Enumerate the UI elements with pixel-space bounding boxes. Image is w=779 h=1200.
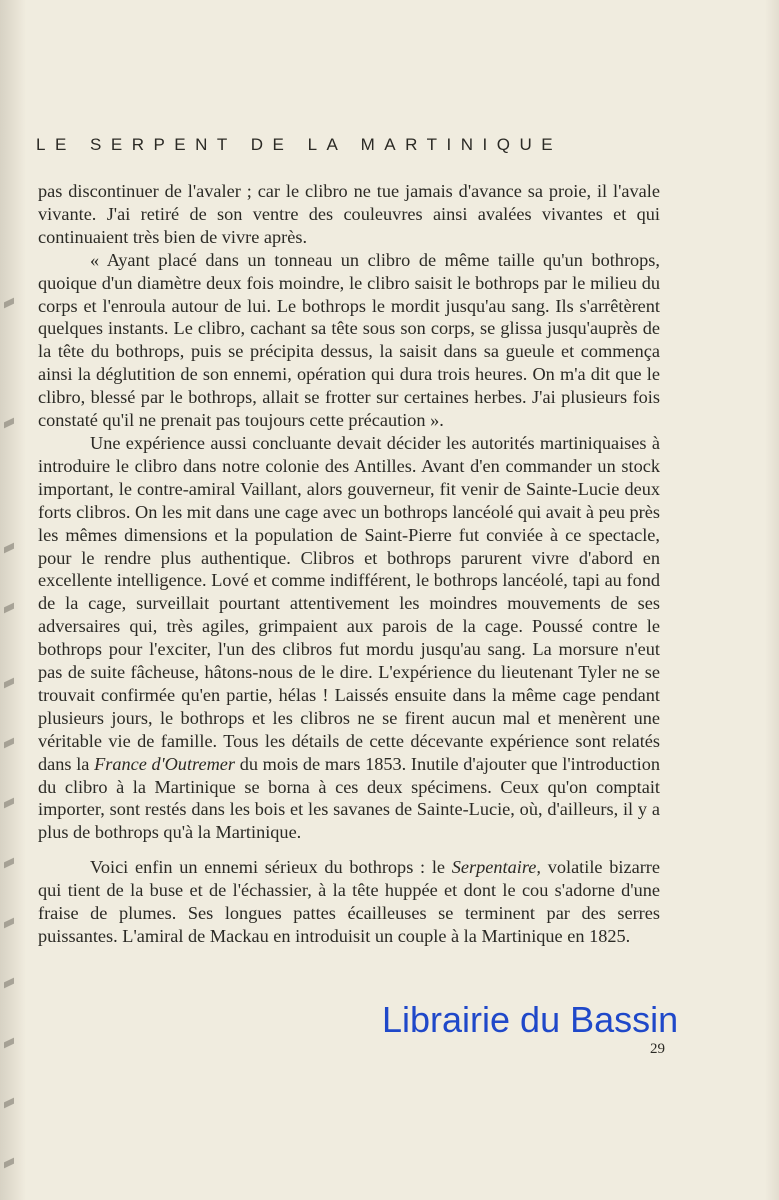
paragraph-4 [38, 856, 660, 948]
bleed-mark [4, 918, 14, 929]
bleed-mark [4, 1038, 14, 1049]
bleed-mark [4, 858, 14, 869]
bleed-mark [4, 678, 14, 689]
paragraph-3-text-a: Une expérience aussi concluante devait décider les autorités martiniquaises à introduire le clibro dans notre colonie des Antilles. Avant d'en commander un stock important, le contre-amiral Vaillant, alors gouverneur, fit venir de Sainte-Lucie deux forts clibros. On les mit dans une cage avec un bothrops lancéolé qui avait à peu près les mêmes dimensions et la population de Saint-Pierre fut conviée à ce spectacle, pour le rendre plus authentique. Clibros et bothrops parurent vivre d'abord en excellente intelligence. Lové et comme indifférent, le bothrops lancéolé, tapi au fond de la cage, surveillait pourtant attentivement les moindres mouvements de ses adversaires qui, très agiles, grimpaient aux parois de la cage. Poussé contre le bothrops pour l'exciter, l'un des clibros fut mordu jusqu'au sang. La morsure n'eut pas de suite fâcheuse, hâtons-nous de le dire. L'expérience du lieutenant Tyler ne se trouvait confirmée qu'en partie, hélas ! Laissés ensuite dans la même cage pendant plusieurs jours, le bothrops et les clibros ne se firent aucun mal et menèrent une véritable vie de famille. Tous les détails de cette décevante expérience sont relatés dans la [38, 432, 660, 774]
watermark: Librairie du Bassin [382, 999, 679, 1040]
bleed-mark [4, 798, 14, 809]
serpentaire-term: Serpentaire, [451, 857, 541, 878]
page-number: 29 [650, 1041, 665, 1057]
binding-gutter [0, 0, 26, 1200]
bleed-mark [4, 543, 14, 554]
journal-title: France d'Outremer [94, 753, 236, 774]
paragraph-3 [38, 432, 660, 844]
bleed-mark [4, 1158, 14, 1169]
running-head: LE SERPENT DE LA MARTINIQUE [36, 135, 563, 154]
bleed-mark [4, 418, 14, 429]
page-edge-shadow [765, 0, 779, 1200]
bleed-mark [4, 738, 14, 749]
bleed-mark [4, 298, 14, 309]
paragraph-2-quote: « Ayant placé dans un tonneau un clibro de même taille qu'un bothrops, quoique d'un diamètre deux fois moindre, le clibro saisit le bothrops par le milieu du corps et l'enroula autour de lui. Le bothrops le mordit jusqu'au sang. Ils s'arrêtèrent quelques instants. Le clibro, cachant sa tête sous son corps, se glissa jusqu'auprès de la tête du bothrops, puis se précipita dessus, la saisit dans sa gueule et commença ainsi la déglutition de son ennemi, opération qui dura trois heures. On m'a dit que le clibro, blessé par le bothrops, allait se frotter sur certaines herbes. J'ai plusieurs fois constaté qu'il ne prenait pas toujours cette précaution ». [38, 249, 660, 431]
bleed-mark [4, 978, 14, 989]
body-text [38, 180, 660, 948]
paragraph-4-text-a: Voici enfin un ennemi sérieux du bothrops : le [90, 857, 446, 878]
paragraph-4-text-b: volatile bizarre qui tient de la buse et de l'échassier, à la tête huppée et dont le cou s'adorne d'une fraise de plumes. Ses longues pattes écailleuses se terminent par des serres puissantes. L'amiral de Mackau en introduisit un couple à la Martinique en 1825. [38, 857, 660, 946]
paragraph-1: pas discontinuer de l'avaler ; car le clibro ne tue jamais d'avance sa proie, il l'avale vivante. J'ai retiré de son ventre des couleuvres ainsi avalées vivantes et qui continuaient très bien de vivre après. [38, 181, 660, 247]
bleed-mark [4, 603, 14, 614]
paragraph-3-text-b: du mois de mars 1853. Inutile d'ajouter que l'introduction du clibro à la Martinique se borna à ces deux spécimens. Ceux qu'on comptait importer, sont restés dans les bois et les savanes de Sainte-Lucie, où, d'ailleurs, il y a plus de bothrops qu'à la Martinique. [38, 753, 660, 843]
bleed-mark [4, 1098, 14, 1109]
